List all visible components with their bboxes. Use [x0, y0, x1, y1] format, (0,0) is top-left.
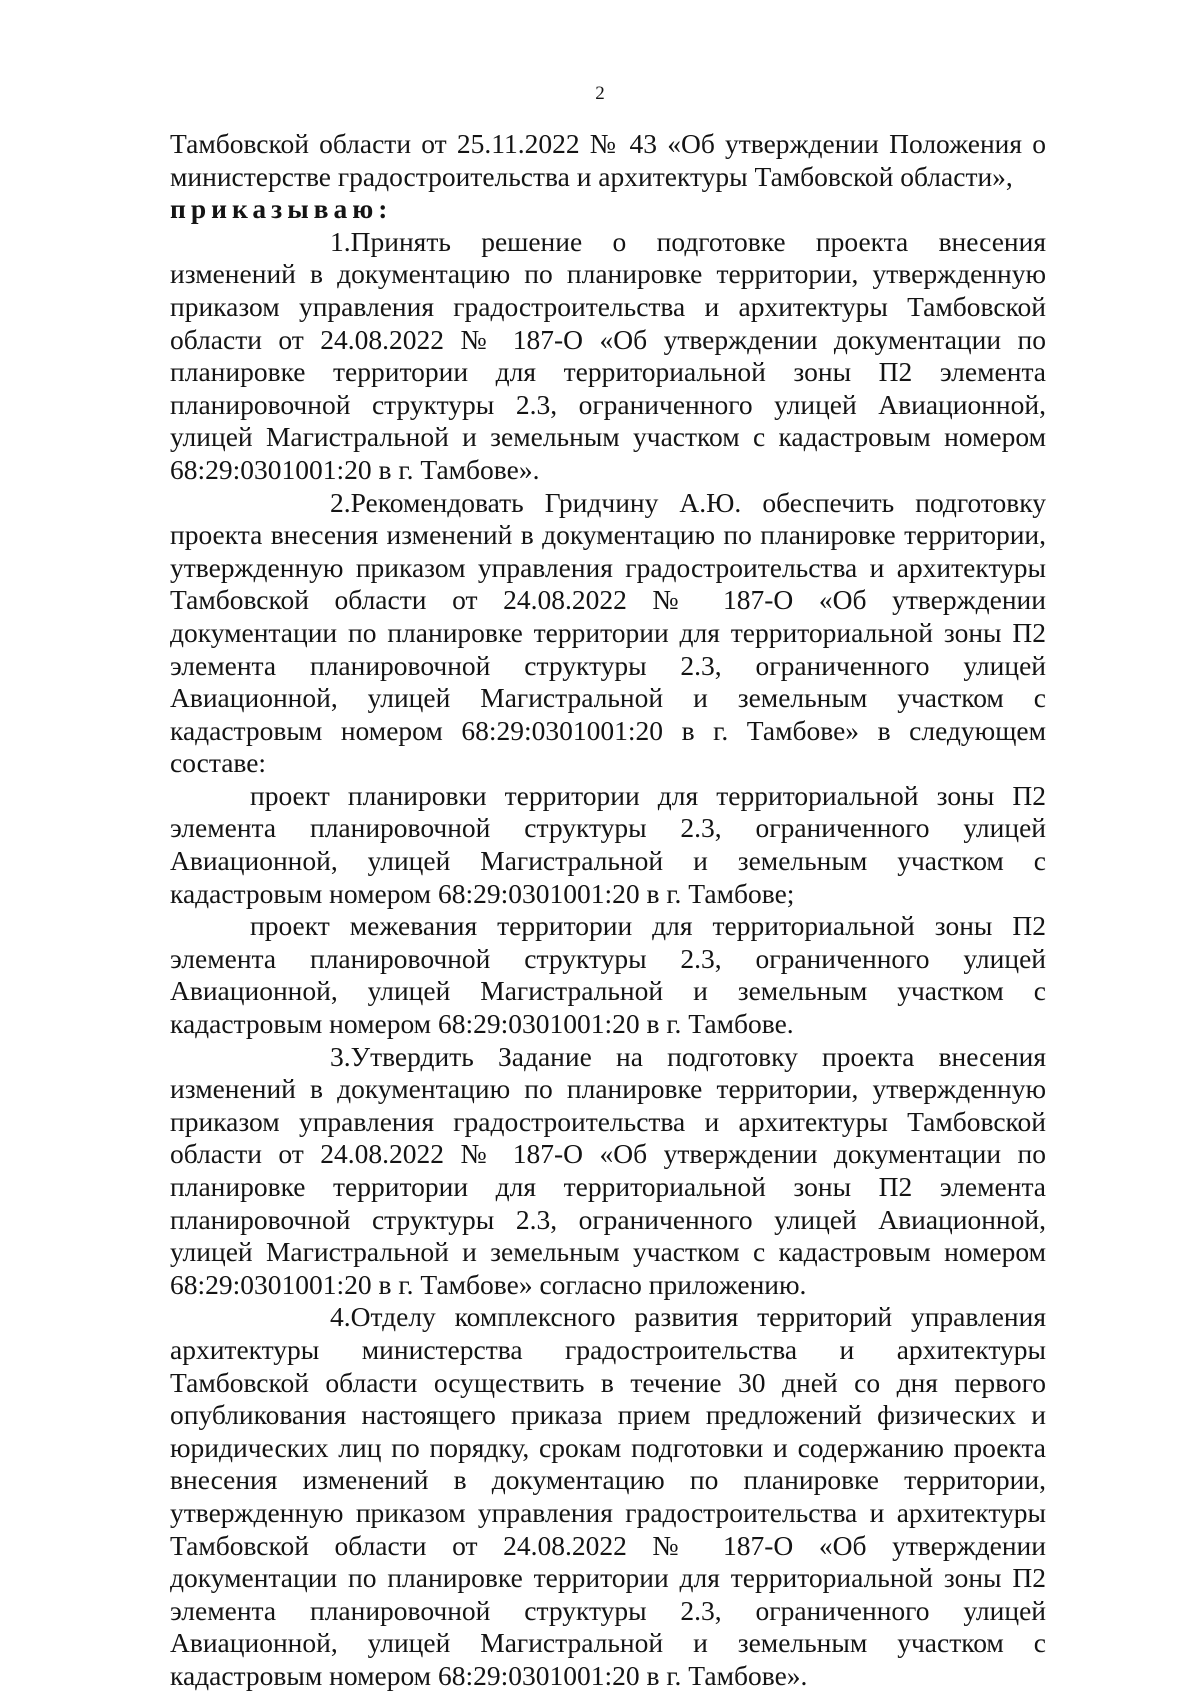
item-2-subitem-surveying: проект межевания территории для территориальной зоны П2 элемента планировочной структуры 2.3, ограниченного улицей Авиационной, улицей Магистральной и земельным участком с кадастровым номером 68:29:0301001:20 в г. Тамбове. [170, 910, 1046, 1040]
item-1-paragraph [170, 226, 1046, 487]
intro-text: Тамбовской области от 25.11.2022 № 43 «Об утверждении Положения о министерстве градостроительства и архитектуры Тамбовской области», [170, 128, 1046, 192]
document-body [170, 128, 1046, 1693]
item-2-paragraph [170, 487, 1046, 780]
page-number: 2 [595, 83, 605, 104]
item-3-number: 3. [330, 1040, 351, 1072]
item-4-text: Отделу комплексного развития территорий управления архитектуры министерства градостроительства и архитектуры Тамбовской области осуществить в течение 30 дней со дня первого опубликования настоящего приказа прием предложений физических и юридических лиц по порядку, срокам подготовки и содержанию проекта внесения изменений в документацию по планировке территории, утвержденную приказом управления градостроительства и архитектуры Тамбовской области от 24.08.2022 № 187-О «Об утверждении документации по планировке территории для территориальной зоны П2 элемента планировочной структуры 2.3, ограниченного улицей Авиационной, улицей Магистральной и земельным участком с кадастровым номером 68:29:0301001:20 в г. Тамбове». [170, 1301, 1046, 1691]
item-3-paragraph [170, 1041, 1046, 1302]
item-4-number: 4. [330, 1301, 351, 1333]
item-4-paragraph [170, 1301, 1046, 1692]
item-1-number: 1. [330, 225, 351, 257]
item-1-text: Принять решение о подготовке проекта внесения изменений в документацию по планировке территории, утвержденную приказом управления градостроительства и архитектуры Тамбовской области от 24.08.2022 № 187-О «Об утверждении документации по планировке территории для территориальной зоны П2 элемента планировочной структуры 2.3, ограниченного улицей Авиационной, улицей Магистральной и земельным участком с кадастровым номером 68:29:0301001:20 в г. Тамбове». [170, 225, 1046, 485]
item-2-subitem-planning: проект планировки территории для территориальной зоны П2 элемента планировочной структуры 2.3, ограниченного улицей Авиационной, улицей Магистральной и земельным участком с кадастровым номером 68:29:0301001:20 в г. Тамбове; [170, 779, 1046, 909]
order-word: приказываю: [170, 193, 393, 225]
item-3-text: Утвердить Задание на подготовку проекта внесения изменений в документацию по планировке территории, утвержденную приказом управления градостроительства и архитектуры Тамбовской области от 24.08.2022 № 187-О «Об утверждении документации по планировке территории для территориальной зоны П2 элемента планировочной структуры 2.3, ограниченного улицей Авиационной, улицей Магистральной и земельным участком с кадастровым номером 68:29:0301001:20 в г. Тамбове» согласно приложению. [170, 1040, 1046, 1300]
item-2-text: Рекомендовать Гридчину А.Ю. обеспечить подготовку проекта внесения изменений в документацию по планировке территории, утвержденную приказом управления градостроительства и архитектуры Тамбовской области от 24.08.2022 № 187-О «Об утверждении документации по планировке территории для территориальной зоны П2 элемента планировочной структуры 2.3, ограниченного улицей Авиационной, улицей Магистральной и земельным участком с кадастровым номером 68:29:0301001:20 в г. Тамбове» в следующем составе: [170, 486, 1046, 779]
intro-paragraph [170, 128, 1046, 226]
item-2-number: 2. [330, 486, 351, 518]
